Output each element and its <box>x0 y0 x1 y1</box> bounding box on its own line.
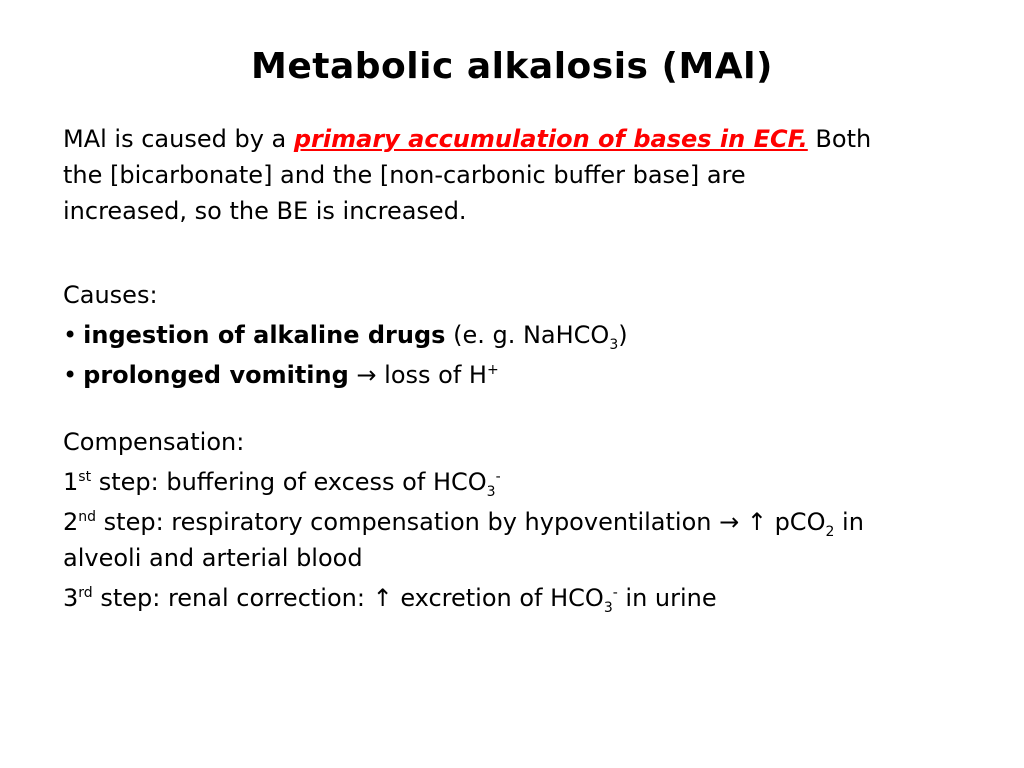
step-3-tail: in urine <box>617 584 717 612</box>
cause-1-rest: (e. g. NaHCO <box>445 321 610 349</box>
slide-title: Metabolic alkalosis (MAl) <box>251 46 773 87</box>
bullet-icon: • <box>63 321 78 349</box>
step-2-ordinal: nd <box>78 509 97 525</box>
step-1-subscript: 3 <box>486 483 496 500</box>
cause-1-bold: ingestion of alkaline drugs <box>83 321 446 349</box>
intro-emphasis: primary accumulation of bases in ECF. <box>293 125 808 153</box>
intro-rest-1: Both <box>807 125 872 153</box>
step-3-subscript: 3 <box>603 599 613 616</box>
cause-2-superscript: + <box>486 362 499 378</box>
cause-item-alkaline-drugs <box>63 317 963 353</box>
step-3-text: step: renal correction: ↑ excretion of HCO <box>92 584 604 612</box>
compensation-heading: Compensation: <box>63 428 245 456</box>
intro-line-3: increased, so the BE is increased. <box>63 197 467 225</box>
cause-1-close: ) <box>618 321 628 349</box>
intro-lead: MAl is caused by a <box>63 125 294 153</box>
intro-line-2: the [bicarbonate] and the [non-carbonic buffer base] are <box>63 161 746 189</box>
causes-section <box>63 277 963 397</box>
cause-item-vomiting <box>63 357 963 393</box>
compensation-section <box>63 424 963 620</box>
step-2-line-2: alveoli and arterial blood <box>63 544 363 572</box>
step-1-ordinal: st <box>78 469 92 485</box>
cause-1-subscript: 3 <box>609 336 619 353</box>
step-2-text: step: respiratory compensation by hypoventilation → ↑ pCO <box>96 508 826 536</box>
step-3-number: 3 <box>63 584 79 612</box>
step-1-charge: - <box>495 469 501 485</box>
compensation-step-3 <box>63 580 963 616</box>
step-3-charge: - <box>612 585 618 601</box>
step-1-text: step: buffering of excess of HCO <box>91 468 487 496</box>
step-3-ordinal: rd <box>78 585 93 601</box>
step-2-subscript: 2 <box>825 523 835 540</box>
cause-2-bold: prolonged vomiting <box>83 361 349 389</box>
cause-2-rest: → loss of H <box>348 361 487 389</box>
compensation-step-2 <box>63 504 963 576</box>
intro-paragraph <box>63 121 963 229</box>
step-1-number: 1 <box>63 468 79 496</box>
intro-line-1 <box>63 121 963 157</box>
step-2-tail: in <box>834 508 864 536</box>
step-2-number: 2 <box>63 508 79 536</box>
causes-heading: Causes: <box>63 281 158 309</box>
compensation-step-1 <box>63 464 963 500</box>
bullet-icon: • <box>63 361 78 389</box>
